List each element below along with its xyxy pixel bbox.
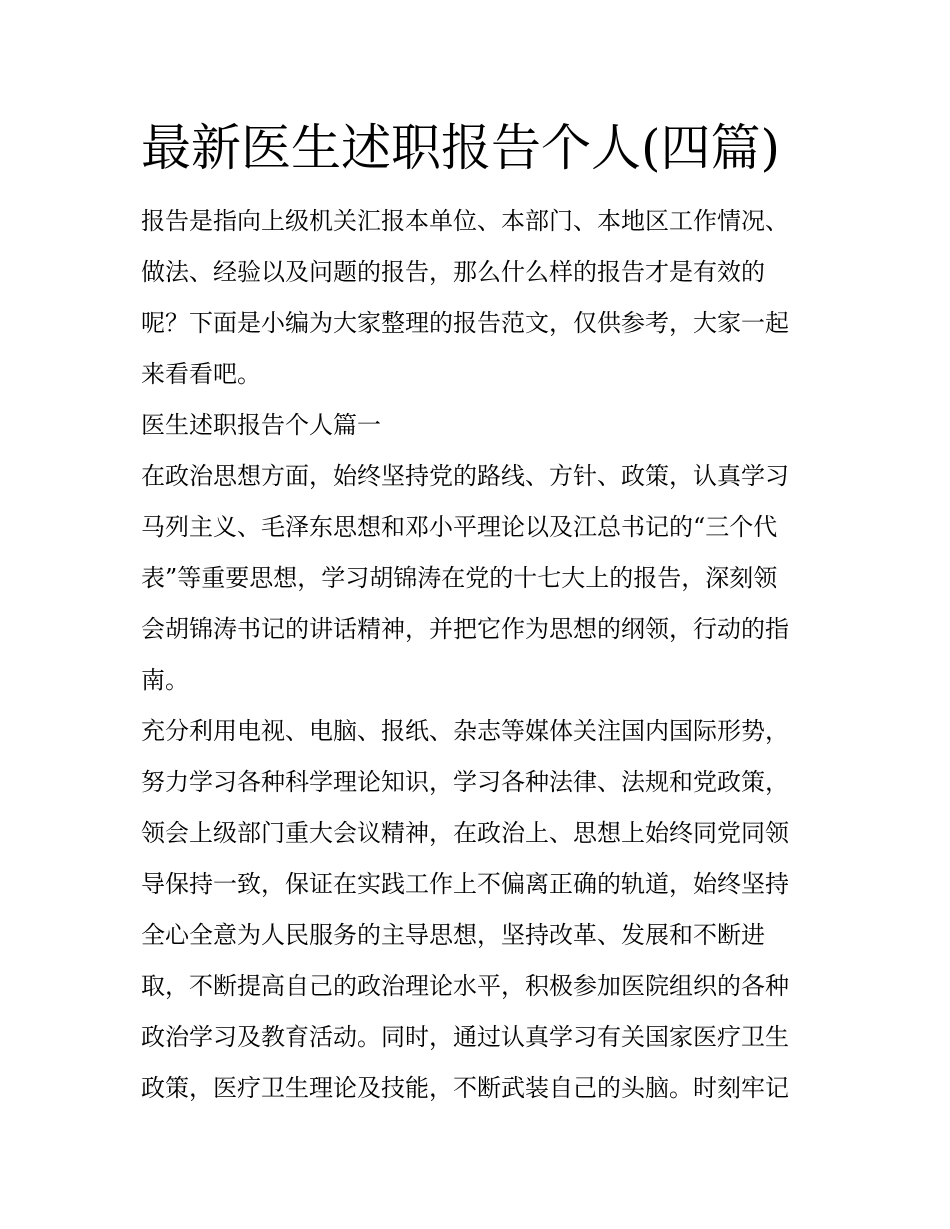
text-line: 政策，医疗卫生理论及技能，不断武装自己的头脑。时刻牢记 [141, 1074, 789, 1102]
text-line: 全心全意为人民服务的主导思想，坚持改革、发展和不断进 [141, 921, 765, 949]
text-line: 南。 [141, 666, 189, 694]
text-line: 领会上级部门重大会议精神，在政治上、思想上始终同党同领 [141, 819, 789, 847]
text-line: 导保持一致，保证在实践工作上不偏离正确的轨道，始终坚持 [141, 870, 789, 898]
text-line: 马列主义、毛泽东思想和邓小平理论以及江总书记的“三个代 [141, 513, 778, 541]
paragraph-study-media [141, 706, 813, 1114]
intro-paragraph [141, 196, 813, 400]
text-line: 取，不断提高自己的政治理论水平，积极参加医院组织的各种 [141, 972, 789, 1000]
text-line: 报告是指向上级机关汇报本单位、本部门、本地区工作情况、 [141, 207, 789, 235]
paragraph-political-thought [141, 451, 813, 706]
document-body [141, 112, 813, 1114]
text-line: 表”等重要思想，学习胡锦涛在党的十七大上的报告，深刻领 [141, 564, 778, 592]
text-line: 在政治思想方面，始终坚持党的路线、方针、政策，认真学习 [141, 462, 789, 490]
text-line: 政治学习及教育活动。同时，通过认真学习有关国家医疗卫生 [141, 1023, 789, 1051]
document-title: 最新医生述职报告个人(四篇) [141, 119, 781, 177]
text-line: 充分利用电视、电脑、报纸、杂志等媒体关注国内国际形势， [141, 717, 789, 745]
text-line: 来看看吧。 [141, 360, 261, 388]
text-line: 会胡锦涛书记的讲话精神，并把它作为思想的纲领，行动的指 [141, 615, 789, 643]
text-line: 做法、经验以及问题的报告，那么什么样的报告才是有效的 [141, 258, 765, 286]
text-line: 呢？下面是小编为大家整理的报告范文，仅供参考，大家一起 [141, 309, 789, 337]
section-heading: 医生述职报告个人篇一 [141, 411, 381, 439]
text-line: 努力学习各种科学理论知识，学习各种法律、法规和党政策， [141, 768, 789, 796]
